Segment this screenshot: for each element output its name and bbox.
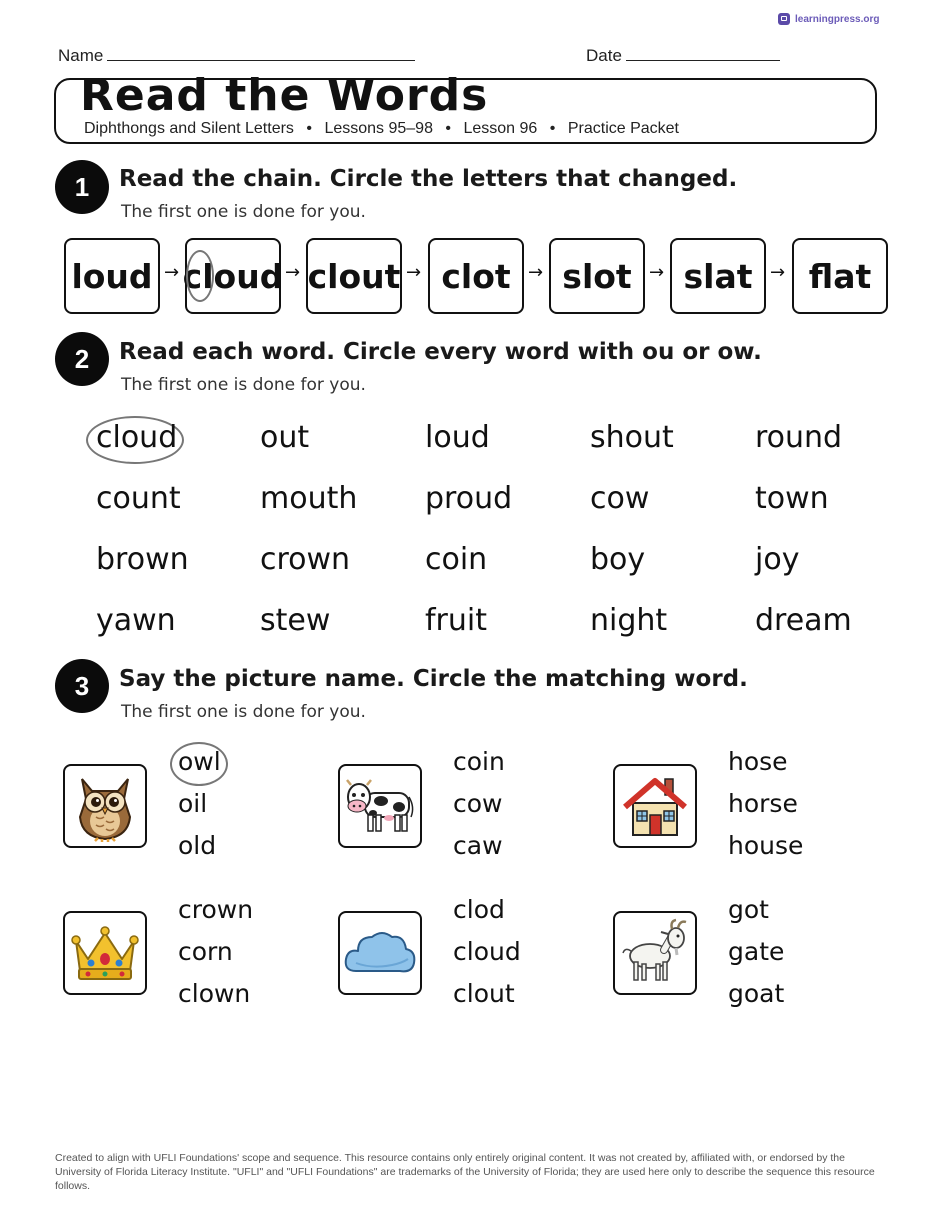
crown-icon (68, 921, 142, 985)
option-word[interactable]: clown (178, 979, 251, 1008)
section3-instruction: Say the picture name. Circle the matching word. (119, 666, 748, 692)
cloud-icon (342, 925, 418, 981)
grid-word[interactable]: yawn (96, 603, 176, 638)
grid-word[interactable]: stew (260, 603, 331, 638)
arrow-right-icon: → (164, 262, 180, 283)
section-number-1: 1 (55, 160, 109, 214)
option-word[interactable]: cow (453, 789, 503, 818)
option-word[interactable]: owl (178, 747, 221, 776)
option-word[interactable]: coin (453, 747, 505, 776)
page-subtitle (84, 120, 679, 138)
option-word[interactable]: crown (178, 895, 254, 924)
grid-word[interactable]: mouth (260, 481, 358, 516)
section-number-3: 3 (55, 659, 109, 713)
subtitle-separator: • (445, 120, 452, 137)
page-title: Read the Words (80, 70, 489, 121)
date-line (626, 59, 780, 61)
footer-disclaimer: Created to align with UFLI Foundations' scope and sequence. This resource contains only entirely original content. It was not created by, affiliated with, or endorsed by the University of Florida Literacy Institute. "UFLI" and "UFLI Foundations" are trademarks of the University of Florida; they are used here only to describe the sequence this resource follows. (55, 1152, 875, 1192)
cow-icon (343, 771, 417, 841)
grid-word[interactable]: joy (755, 542, 800, 577)
grid-word[interactable]: night (590, 603, 668, 638)
chain-word[interactable]: slot (549, 238, 645, 314)
subtitle-lessons: Lessons 95–98 (324, 120, 433, 137)
picture-box (613, 764, 697, 848)
option-word[interactable]: caw (453, 831, 503, 860)
section2-note: The first one is done for you. (121, 375, 366, 395)
option-word[interactable]: oil (178, 789, 208, 818)
option-word[interactable]: clod (453, 895, 505, 924)
grid-word[interactable]: boy (590, 542, 646, 577)
section1-note: The first one is done for you. (121, 202, 366, 222)
grid-word[interactable]: shout (590, 420, 674, 455)
grid-word[interactable]: round (755, 420, 843, 455)
grid-word[interactable]: proud (425, 481, 513, 516)
picture-box (338, 764, 422, 848)
picture-box (338, 911, 422, 995)
arrow-right-icon: → (406, 262, 422, 283)
brand-link[interactable] (778, 13, 879, 25)
grid-word[interactable]: count (96, 481, 181, 516)
option-word[interactable]: cloud (453, 937, 521, 966)
section1-instruction: Read the chain. Circle the letters that changed. (119, 166, 738, 192)
chain-word[interactable]: clout (306, 238, 402, 314)
subtitle-packet: Practice Packet (567, 120, 679, 137)
grid-word[interactable]: fruit (425, 603, 488, 638)
arrow-right-icon: → (528, 262, 544, 283)
subtitle-separator: • (549, 120, 556, 137)
owl-icon (70, 769, 140, 843)
subtitle-separator: • (306, 120, 312, 137)
option-word[interactable]: hose (728, 747, 788, 776)
goat-icon (618, 918, 692, 988)
brand-text: learningpress.org (795, 13, 880, 25)
grid-word[interactable]: crown (260, 542, 351, 577)
option-word[interactable]: gate (728, 937, 785, 966)
grid-word[interactable]: cow (590, 481, 650, 516)
picture-box (63, 764, 147, 848)
chain-word[interactable]: slat (670, 238, 766, 314)
example-circle-mark (170, 742, 228, 786)
subtitle-lesson: Lesson 96 (463, 120, 538, 137)
name-field[interactable] (58, 46, 415, 66)
date-field[interactable] (586, 46, 780, 66)
example-circle-mark (186, 250, 214, 302)
grid-word[interactable]: brown (96, 542, 189, 577)
arrow-right-icon: → (770, 262, 786, 283)
grid-word[interactable]: dream (755, 603, 852, 638)
option-word[interactable]: corn (178, 937, 233, 966)
section-number-2: 2 (55, 332, 109, 386)
arrow-right-icon: → (285, 262, 301, 283)
grid-word[interactable]: town (755, 481, 829, 516)
option-word[interactable]: goat (728, 979, 785, 1008)
option-word[interactable]: old (178, 831, 217, 860)
grid-word[interactable]: loud (425, 420, 490, 455)
name-label: Name (58, 46, 104, 65)
grid-word[interactable]: out (260, 420, 310, 455)
option-word[interactable]: clout (453, 979, 515, 1008)
chain-word[interactable]: flat (792, 238, 888, 314)
date-label: Date (586, 46, 622, 65)
picture-box (613, 911, 697, 995)
section3-note: The first one is done for you. (121, 702, 366, 722)
chain-word[interactable]: cloud (185, 238, 281, 314)
subtitle-topic: Diphthongs and Silent Letters (84, 120, 294, 137)
section2-instruction: Read each word. Circle every word with ou or ow. (119, 339, 762, 365)
arrow-right-icon: → (649, 262, 665, 283)
name-line (107, 59, 415, 61)
chain-word[interactable]: clot (428, 238, 524, 314)
option-word[interactable]: house (728, 831, 804, 860)
grid-word[interactable]: cloud (96, 420, 178, 455)
picture-box (63, 911, 147, 995)
house-icon (619, 771, 691, 841)
grid-word[interactable]: coin (425, 542, 488, 577)
option-word[interactable]: got (728, 895, 769, 924)
option-word[interactable]: horse (728, 789, 798, 818)
chain-word[interactable]: loud (64, 238, 160, 314)
book-icon (778, 13, 790, 25)
